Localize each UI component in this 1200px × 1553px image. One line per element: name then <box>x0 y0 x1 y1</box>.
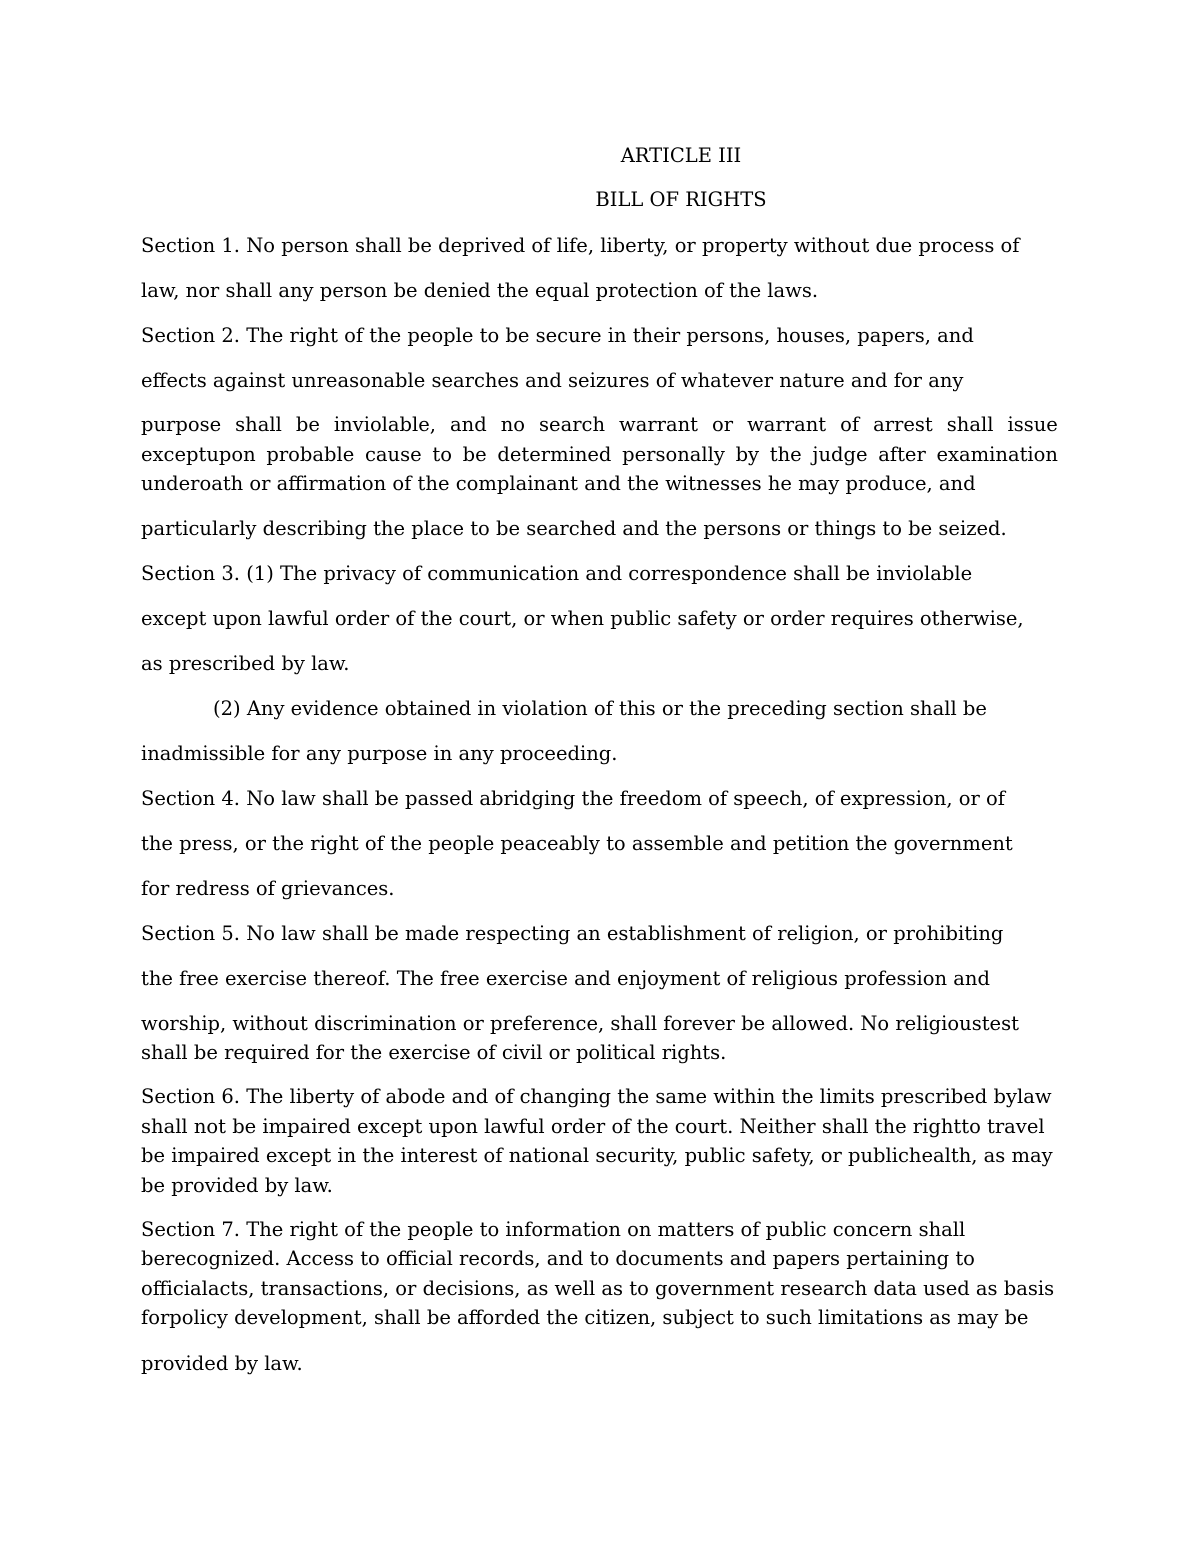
section-5-line-4: shall be required for the exercise of civil or political rights. <box>141 1041 727 1064</box>
section-3-line-4: (2) Any evidence obtained in violation of this or the preceding section shall be <box>213 697 987 720</box>
justified-word: warrant <box>747 413 827 436</box>
justified-word: personally <box>622 443 725 466</box>
section-2-line-5: underoath or affirmation of the complainant and the witnesses he may produce, and <box>141 472 976 495</box>
section-2-line-4 <box>141 443 1058 467</box>
justified-word: arrest <box>873 413 933 436</box>
section-6-line-1: Section 6. The liberty of abode and of changing the same within the limits prescribed bylaw <box>141 1085 1052 1108</box>
justified-word: of <box>840 413 860 436</box>
justified-word: issue <box>1007 413 1058 436</box>
section-4-line-1: Section 4. No law shall be passed abridging the freedom of speech, of expression, or of <box>141 787 1005 810</box>
section-7-line-2: berecognized. Access to official records, and to documents and papers pertaining to <box>141 1247 975 1270</box>
justified-word: no <box>500 413 526 436</box>
section-3-line-5: inadmissible for any purpose in any proceeding. <box>141 742 618 765</box>
section-7-line-5: provided by law. <box>141 1352 303 1375</box>
justified-word: purpose <box>141 413 222 436</box>
section-2-line-2: effects against unreasonable searches and seizures of whatever nature and for any <box>141 369 964 392</box>
section-2-line-3 <box>141 413 1058 437</box>
section-1-line-1: Section 1. No person shall be deprived of life, liberty, or property without due process of <box>141 234 1020 257</box>
justified-word: the <box>769 443 802 466</box>
justified-word: after <box>878 443 926 466</box>
section-6-line-4: be provided by law. <box>141 1174 333 1197</box>
section-4-line-3: for redress of grievances. <box>141 877 395 900</box>
justified-word: shall <box>946 413 994 436</box>
section-5-line-1: Section 5. No law shall be made respecting an establishment of religion, or prohibiting <box>141 922 1004 945</box>
section-3-line-1: Section 3. (1) The privacy of communication and correspondence shall be inviolable <box>141 562 973 585</box>
justified-word: search <box>539 413 606 436</box>
justified-word: inviolable, <box>333 413 436 436</box>
justified-word: probable <box>266 443 355 466</box>
justified-word: by <box>735 443 760 466</box>
section-5-line-2: the free exercise thereof. The free exercise and enjoyment of religious profession and <box>141 967 990 990</box>
section-1-line-2: law, nor shall any person be denied the equal protection of the laws. <box>141 279 819 302</box>
section-7-line-3: officialacts, transactions, or decisions, as well as to government research data used as basis <box>141 1277 1055 1300</box>
justified-word: be <box>295 413 320 436</box>
justified-word: determined <box>497 443 612 466</box>
justified-word: be <box>462 443 487 466</box>
justified-word: or <box>712 413 734 436</box>
section-5-line-3: worship, without discrimination or preference, shall forever be allowed. No religioustest <box>141 1012 1019 1035</box>
section-7-line-1: Section 7. The right of the people to information on matters of public concern shall <box>141 1218 966 1241</box>
article-heading: ARTICLE III <box>620 144 742 167</box>
section-3-line-3: as prescribed by law. <box>141 652 350 675</box>
section-3-line-2: except upon lawful order of the court, or when public safety or order requires otherwise, <box>141 607 1024 630</box>
section-6-line-2: shall not be impaired except upon lawful order of the court. Neither shall the rightto travel <box>141 1115 1045 1138</box>
justified-word: cause <box>365 443 422 466</box>
justified-word: and <box>450 413 487 436</box>
justified-word: to <box>432 443 452 466</box>
section-7-line-4: forpolicy development, shall be afforded the citizen, subject to such limitations as may be <box>141 1306 1029 1329</box>
justified-word: judge <box>812 443 868 466</box>
section-2-line-1: Section 2. The right of the people to be secure in their persons, houses, papers, and <box>141 324 974 347</box>
justified-word: shall <box>235 413 282 436</box>
bill-of-rights-title: BILL OF RIGHTS <box>595 188 767 211</box>
justified-word: examination <box>936 443 1058 466</box>
justified-word: warrant <box>619 413 699 436</box>
justified-word: exceptupon <box>141 443 256 466</box>
section-6-line-3: be impaired except in the interest of national security, public safety, or publichealth, as may <box>141 1144 1053 1167</box>
section-4-line-2: the press, or the right of the people peaceably to assemble and petition the government <box>141 832 1013 855</box>
section-2-line-6: particularly describing the place to be searched and the persons or things to be seized. <box>141 517 1007 540</box>
